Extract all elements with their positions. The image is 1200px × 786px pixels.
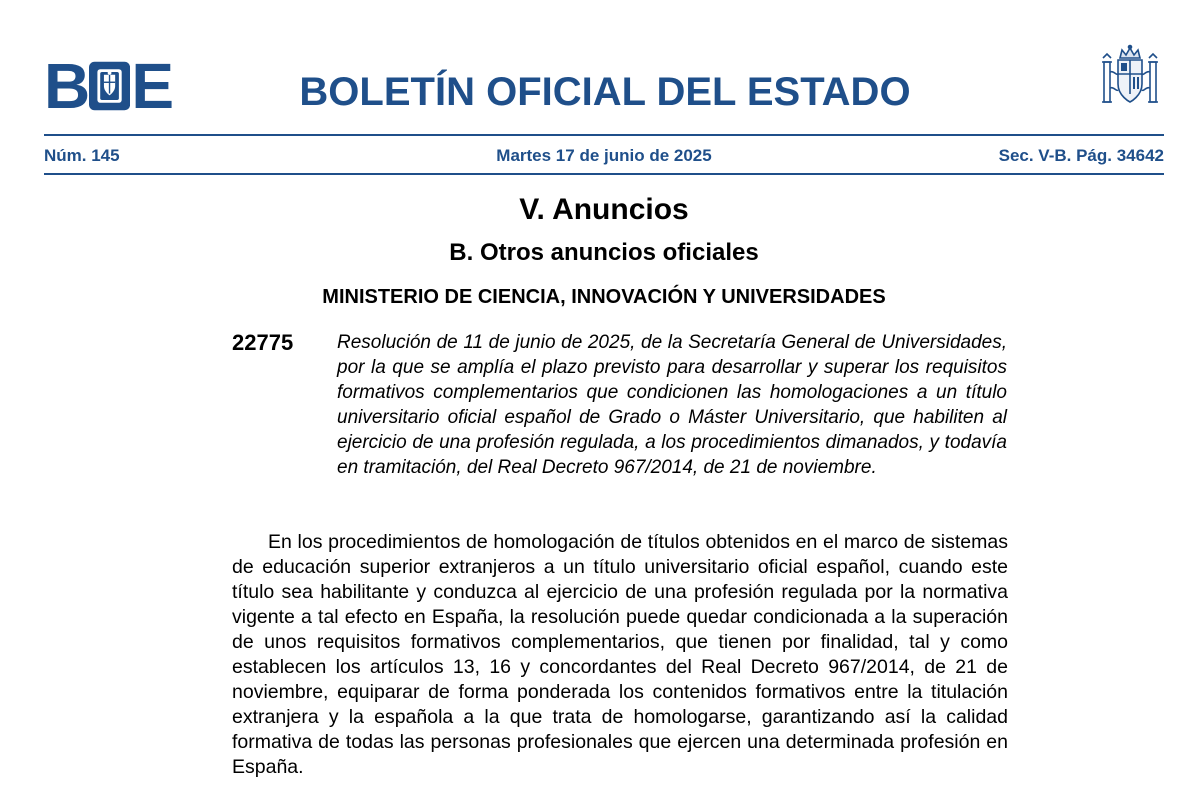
spain-coat-of-arms-icon <box>1098 44 1162 114</box>
issue-info-bar <box>44 144 1164 168</box>
boe-shield-icon <box>89 60 130 112</box>
header-divider-top <box>44 134 1164 136</box>
header-divider-bottom <box>44 173 1164 175</box>
section-heading: V. Anuncios <box>519 193 689 226</box>
boe-logo-letter-b: B <box>44 50 89 122</box>
ministry-heading: MINISTERIO DE CIENCIA, INNOVACIÓN Y UNIVERSIDADES <box>322 286 886 308</box>
subsection-heading: B. Otros anuncios oficiales <box>449 239 759 266</box>
gazette-title: BOLETÍN OFICIAL DEL ESTADO <box>299 70 911 114</box>
boe-logo <box>44 50 172 122</box>
issue-number: Núm. 145 <box>44 146 120 165</box>
announcement-number: 22775 <box>232 330 294 355</box>
issue-date: Martes 17 de junio de 2025 <box>496 146 712 165</box>
section-page-label: Sec. V-B. Pág. 34642 <box>998 146 1164 165</box>
boe-logo-letter-e: E <box>131 50 172 122</box>
announcement-summary: Resolución de 11 de junio de 2025, de la Secretaría General de Universidades, por la que se amplía el plazo previsto para desarrollar y superar los requisitos formativos complementarios que condicionen las homologaciones a un título universitario oficial español de Grado o Máster Universitario, que habiliten al ejercicio de una profesión regulada, a los procedimientos dimanados, y todavía en tramitación, del Real Decreto 967/2014, de 21 de noviembre. <box>337 332 1007 478</box>
announcement-body-paragraph: En los procedimientos de homologación de títulos obtenidos en el marco de sistemas de educación superior extranjeros a un título universitario oficial español, cuando este título sea habilitante y conduzca al ejercicio de una profesión regulada por la normativa vigente a tal efecto en España, la resolución puede quedar condicionada a la superación de unos requisitos formativos complementarios, que tienen por finalidad, tal y como establecen los artículos 13, 16 y concordantes del Real Decreto 967/2014, de 21 de noviembre, equiparar de forma ponderada los contenidos formativos entre la titulación extranjera y la española a la que trata de homologarse, garantizando así la calidad formativa de todas las personas profesionales que ejercen una determinada profesión en España. <box>232 531 1008 778</box>
